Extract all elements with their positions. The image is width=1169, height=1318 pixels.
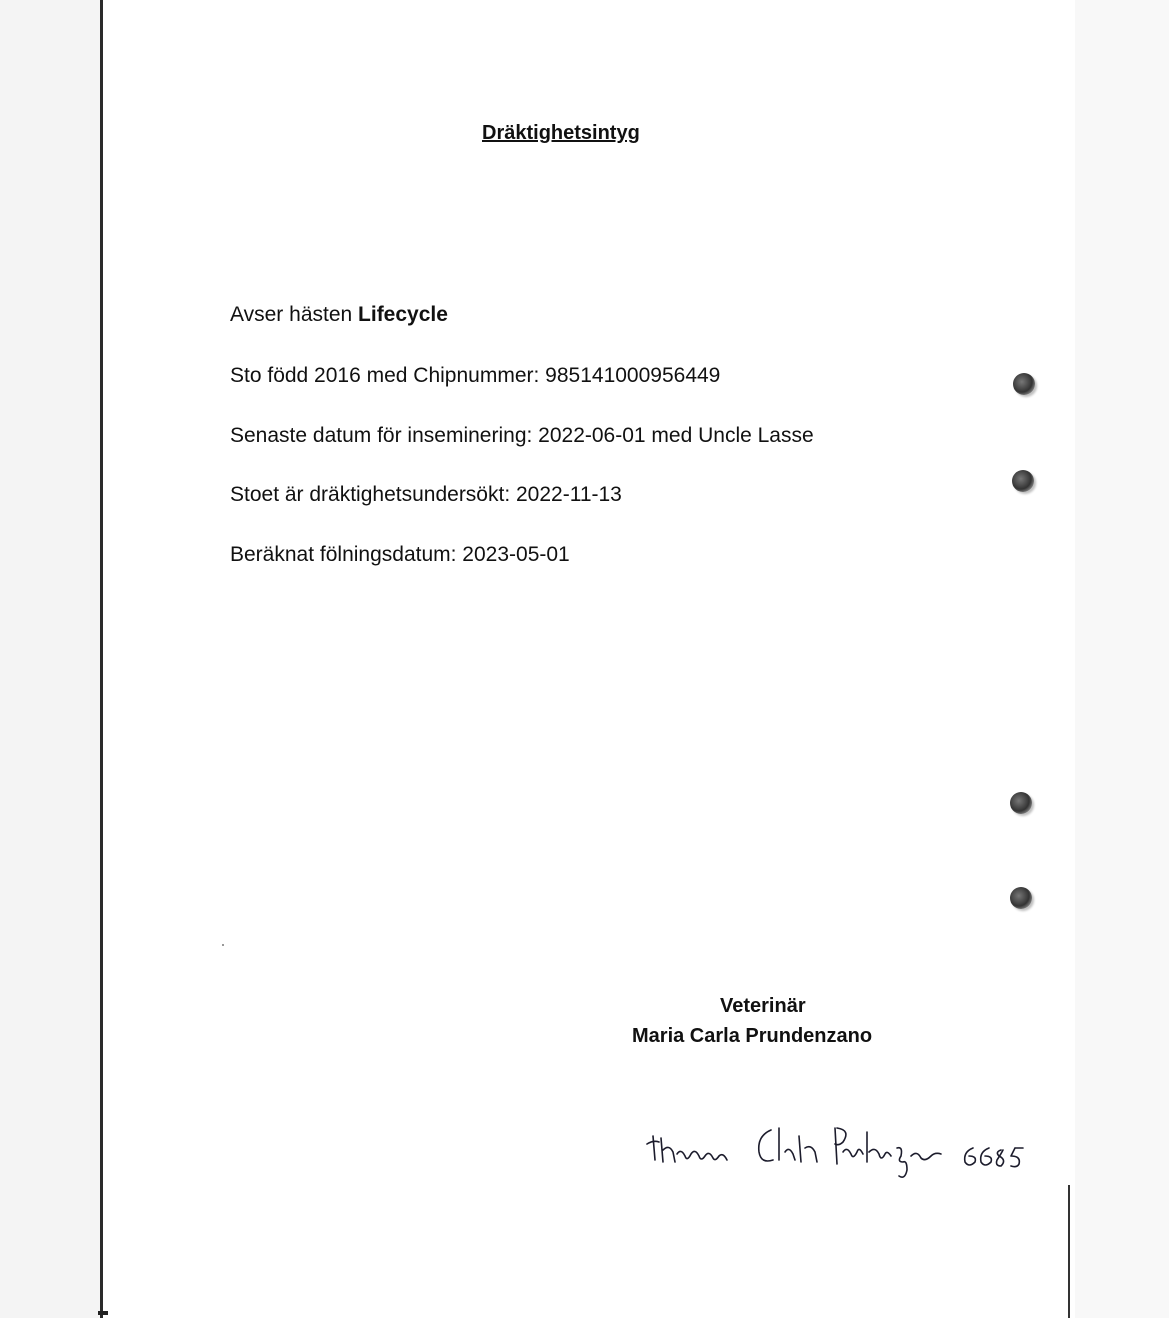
page-edge-line	[1068, 1185, 1070, 1318]
birth-chip-line: Sto född 2016 med Chipnummer: 985141000956449	[230, 364, 721, 387]
examination-line: Stoet är dräktighetsundersökt: 2022-11-13	[230, 483, 622, 506]
punch-hole	[1013, 373, 1035, 395]
punch-hole	[1010, 887, 1032, 909]
scan-speck	[222, 944, 224, 946]
handwritten-signature	[645, 1118, 1035, 1193]
horse-name: Lifecycle	[358, 303, 448, 326]
punch-hole	[1012, 470, 1034, 492]
horse-line	[230, 303, 448, 327]
horse-line-prefix: Avser hästen	[230, 303, 359, 326]
scan-background-right	[1072, 0, 1169, 1318]
foaling-date-line: Beräknat fölningsdatum: 2023-05-01	[230, 543, 570, 566]
veterinarian-role: Veterinär	[720, 995, 806, 1017]
insemination-line: Senaste datum för inseminering: 2022-06-01 med Uncle Lasse	[230, 424, 814, 447]
scan-mark	[98, 1311, 108, 1315]
punch-hole	[1010, 792, 1032, 814]
document-title: Dräktighetsintyg	[482, 122, 640, 144]
veterinarian-name: Maria Carla Prundenzano	[632, 1025, 873, 1047]
